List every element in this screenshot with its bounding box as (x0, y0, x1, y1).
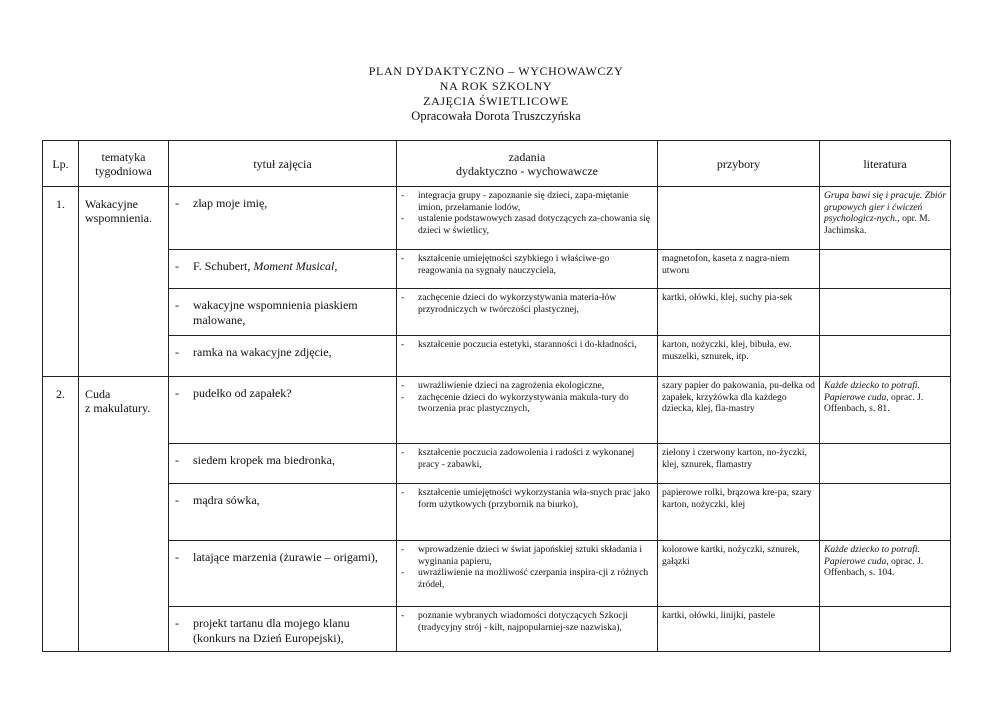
activity-literature (820, 336, 951, 377)
table-header-row (43, 141, 951, 187)
activity-literature: Grupa bawi się i pracuje. Zbiór grupowych gier i ćwiczeń psychologicz-nych., opr. M. Jachimska. (820, 187, 951, 250)
table-row (43, 187, 951, 250)
col-header-title: tytuł zajęcia (169, 141, 397, 187)
activity-literature (820, 444, 951, 484)
activity-tasks: - kształcenie umiejętności szybkiego i właściwe-go reagowania na sygnały nauczyciela, (397, 250, 658, 289)
doc-author: Opracowała Dorota Truszczyńska (411, 109, 581, 123)
activity-materials: kartki, ołówki, linijki, pastele (658, 607, 820, 652)
activity-title: - latające marzenia (żurawie – origami), (169, 541, 397, 607)
activity-materials (658, 187, 820, 250)
document-header (0, 64, 992, 124)
col-header-tasks: zadania dydaktyczno - wychowawcze (397, 141, 658, 187)
activity-materials: zielony i czerwony karton, no-życzki, klej, sznurek, flamastry (658, 444, 820, 484)
table-row (43, 336, 951, 377)
weekly-theme: Cuda z makulatury. (79, 377, 169, 652)
activity-literature (820, 607, 951, 652)
activity-literature (820, 250, 951, 289)
col-header-literature: literatura (820, 141, 951, 187)
activity-tasks: - uwrażliwienie dzieci na zagrożenia ekologiczne, - zachęcenie dzieci do wykorzystywania makula-tury do tworzenia prac plastycznych, (397, 377, 658, 444)
activity-literature: Każde dziecko to potrafi. Papierowe cuda, oprac. J. Offenbach, s. 81. (820, 377, 951, 444)
col-header-materials: przybory (658, 141, 820, 187)
activity-tasks: - kształcenie umiejętności wykorzystania wła-snych prac jako form użytkowych (przybornik na biurko), (397, 484, 658, 541)
activity-tasks: - integracja grupy - zapoznanie się dzieci, zapa-miętanie imion, przełamanie lodów, - ustalenie podstawowych zasad dotyczących za-chowania się dzieci w świetlicy, (397, 187, 658, 250)
activity-materials: szary papier do pakowania, pu-dełka od zapałek, krzyżówka dla każdego dziecka, klej, fla-mastry (658, 377, 820, 444)
table-row (43, 250, 951, 289)
activity-tasks: - wprowadzenie dzieci w świat japońskiej sztuki składania i wyginania papieru, - uwrażliwienie na możliwość czerpania inspira-cji z różnych źródeł, (397, 541, 658, 607)
activity-literature: Każde dziecko to potrafi. Papierowe cuda, oprac. J. Offenbach, s. 104. (820, 541, 951, 607)
col-header-lp: Lp. (43, 141, 79, 187)
table-row (43, 289, 951, 336)
activity-title: - F. Schubert, Moment Musical, (169, 250, 397, 289)
table-row (43, 444, 951, 484)
plan-table (42, 140, 951, 652)
activity-title: - mądra sówka, (169, 484, 397, 541)
table-row (43, 541, 951, 607)
row-number: 2. (43, 377, 79, 652)
activity-title: - złap moje imię, (169, 187, 397, 250)
table-row (43, 607, 951, 652)
table-row (43, 377, 951, 444)
activity-literature (820, 484, 951, 541)
activity-materials: karton, nożyczki, klej, bibuła, ew. muszelki, sznurek, itp. (658, 336, 820, 377)
activity-materials: kartki, ołówki, klej, suchy pia-sek (658, 289, 820, 336)
table-row (43, 484, 951, 541)
row-number: 1. (43, 187, 79, 377)
activity-literature (820, 289, 951, 336)
doc-title-line-3: ZAJĘCIA ŚWIETLICOWE (423, 94, 569, 108)
activity-title: - pudełko od zapałek? (169, 377, 397, 444)
activity-tasks: - zachęcenie dzieci do wykorzystywania materia-łów przyrodniczych w twórczości plastycznej, (397, 289, 658, 336)
activity-materials: magnetofon, kaseta z nagra-niem utworu (658, 250, 820, 289)
activity-title: - siedem kropek ma biedronka, (169, 444, 397, 484)
activity-tasks: - kształcenie poczucia estetyki, staranności i do-kładności, (397, 336, 658, 377)
weekly-theme: Wakacyjne wspomnienia. (79, 187, 169, 377)
activity-tasks: - kształcenie poczucia zadowolenia i radości z wykonanej pracy - zabawki, (397, 444, 658, 484)
activity-title: - wakacyjne wspomnienia piaskiem malowane, (169, 289, 397, 336)
activity-tasks: - poznanie wybranych wiadomości dotyczących Szkocji (tradycyjny strój - kilt, najpopularniej-sze nazwiska), (397, 607, 658, 652)
activity-title: - ramka na wakacyjne zdjęcie, (169, 336, 397, 377)
doc-title-line-1: PLAN DYDAKTYCZNO – WYCHOWAWCZY (368, 64, 624, 78)
col-header-theme: tematyka tygodniowa (79, 141, 169, 187)
activity-title: - projekt tartanu dla mojego klanu (konkurs na Dzień Europejski), (169, 607, 397, 652)
activity-materials: kolorowe kartki, nożyczki, sznurek, gałązki (658, 541, 820, 607)
activity-materials: papierowe rolki, brązowa kre-pa, szary karton, nożyczki, klej (658, 484, 820, 541)
doc-title-line-2: NA ROK SZKOLNY (439, 79, 553, 93)
